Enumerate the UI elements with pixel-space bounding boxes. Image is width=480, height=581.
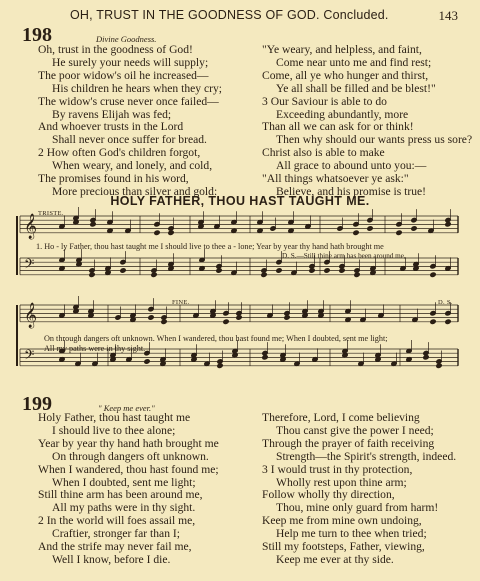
verse-line: Still thine arm has been around me, (38, 488, 203, 502)
hymn-number-199: 199 (22, 393, 52, 415)
verse-line: More precious than silver and gold: (52, 184, 218, 198)
verse-line: Wholly rest upon thine arm; (276, 475, 407, 489)
verse-line: The poor widow's oil he increased— (38, 68, 209, 82)
verse-line: 2 How often God's children forgot, (38, 146, 201, 160)
verse-line: All grace to abound unto you:— (276, 159, 427, 173)
verse-line: And whoever trusts in the Lord (38, 120, 184, 134)
ds-lyrics: D. S.—Still thine arm has been around me, (282, 252, 406, 260)
note-head (423, 355, 429, 360)
fine-marking: FINE. (172, 299, 190, 306)
note-head (276, 268, 282, 273)
verse-line: Craftier, stronger far than I; (52, 527, 180, 541)
lyrics-line-1: 1. Ho - ly Father, thou hast taught me I should live to thee a - lone; Year by year thy hand hath brought me (36, 242, 384, 251)
verse-line: Oh, trust in the goodness of God! (38, 43, 193, 56)
verse-line: Holy Father, thou hast taught me (38, 411, 191, 424)
note-head (261, 272, 267, 277)
hymn-198-subtitle: Divine Goodness. (96, 34, 157, 44)
note-head (354, 272, 360, 277)
note-head (216, 268, 222, 273)
hymn-199-right-column (262, 412, 456, 567)
verse-line: On through dangers oft unknown. (52, 449, 209, 463)
note-head (148, 315, 154, 320)
verse-line: Keep me ever at thy side. (276, 552, 394, 566)
verse-line: Come, all ye who hunger and thirst, (262, 68, 429, 82)
hymn-199-subtitle: " Keep me ever." (98, 403, 155, 413)
note-head (89, 272, 95, 277)
verse-line: By ravens Elijah was fed; (52, 107, 172, 121)
verse-line: Christ also is able to make (262, 146, 385, 160)
note-head (168, 230, 174, 235)
verse-line: Thou, mine only guard from harm! (276, 501, 439, 515)
tempo-marking: TRISTE. (38, 210, 64, 217)
note-head (445, 222, 451, 227)
verse-line: The promises found in his word, (38, 172, 189, 186)
verse-line: Year by year thy hand hath brought me (38, 436, 219, 450)
verse-line: Therefore, Lord, I come believing (262, 411, 420, 424)
note-head (445, 319, 451, 324)
ds-marking: D. S. (438, 299, 453, 306)
note-head (284, 315, 290, 320)
bass-clef-icon: 𝄢 (24, 256, 35, 275)
verse-line: "All things whatsoever ye ask:" (262, 172, 409, 186)
verse-line: 2 In the world will foes assail me, (38, 514, 196, 528)
verse-line: Thou canst give the power I need; (276, 423, 434, 437)
verse-line: Exceeding abundantly, more (276, 107, 409, 121)
note-head (154, 230, 160, 235)
verse-line: Shall never once suffer for bread. (52, 133, 207, 147)
verse-line: Still my footsteps, Father, viewing, (262, 540, 425, 554)
verse-line: Then why should our wants press us sore? (276, 133, 473, 147)
verse-line: "Ye weary, and helpless, and faint, (262, 43, 422, 56)
verse-line: Ye all shall be filled and be blest!" (276, 81, 436, 95)
note-head (144, 359, 150, 364)
bass-clef-icon: 𝄢 (24, 347, 35, 366)
hymn-number-198: 198 (22, 24, 52, 46)
verse-line: Believe, and his promise is true! (276, 184, 427, 198)
treble-clef-icon: 𝄞 (24, 214, 38, 239)
lyrics-line-2b: All my paths were in thy sight. (44, 344, 146, 353)
note-head (236, 315, 242, 320)
note-head (90, 222, 96, 227)
note-head (436, 363, 442, 368)
verse-line: Come near unto me and find rest; (276, 55, 432, 69)
running-title: OH, TRUST IN THE GOODNESS OF GOD. Concluded. (70, 8, 389, 22)
lyrics-line-2a: On through dangers oft unknown. When I wandered, thou hast found me; When I doubted, sent me light; (44, 334, 388, 343)
note-head (411, 226, 417, 231)
treble-clef-icon: 𝄞 (24, 303, 38, 328)
note-head (151, 272, 157, 277)
note-head (309, 268, 315, 273)
verse-line: And the strife may never fail me, (38, 540, 192, 554)
tune-title: HOLY FATHER, THOU HAST TAUGHT ME. (110, 194, 370, 208)
note-head (430, 272, 436, 277)
verse-line: 3 Our Saviour is able to do (262, 94, 387, 108)
note-head (339, 268, 345, 273)
verse-line: When weary, and lonely, and cold, (52, 159, 213, 173)
hymn-199-left-column (38, 412, 219, 567)
note-head (262, 355, 268, 360)
verse-line: 3 I would trust in thy protection, (262, 462, 413, 476)
verse-line: Keep me from mine own undoing, (262, 514, 422, 528)
note-head (161, 319, 167, 324)
verse-line: Than all we can ask for or think! (262, 120, 414, 134)
verse-line: Strength—the Spirit's strength, indeed. (276, 449, 457, 463)
verse-line: Follow wholly thy direction, (262, 488, 395, 502)
note-head (430, 319, 436, 324)
note-head (217, 363, 223, 368)
verse-line: Through the prayer of faith receiving (262, 436, 435, 450)
note-head (223, 319, 229, 324)
verse-line: Well I know, before I die. (52, 552, 171, 566)
note-head (367, 226, 373, 231)
verse-line: When I doubted, sent me light; (52, 475, 196, 489)
verse-line: I should live to thee alone; (52, 423, 176, 437)
note-head (120, 268, 126, 273)
verse-line: The widow's cruse never once failed— (38, 94, 219, 108)
note-head (353, 230, 359, 235)
page-number: 143 (438, 8, 458, 23)
verse-line: Help me turn to thee when tried; (276, 527, 427, 541)
verse-line: All my paths were in thy sight. (52, 501, 196, 515)
verse-line: He surely your needs will supply; (52, 55, 209, 69)
verse-line: When I wandered, thou hast found me; (38, 462, 219, 476)
note-head (324, 268, 330, 273)
verse-line: His children he hears when they cry; (52, 81, 222, 95)
note-head (396, 230, 402, 235)
